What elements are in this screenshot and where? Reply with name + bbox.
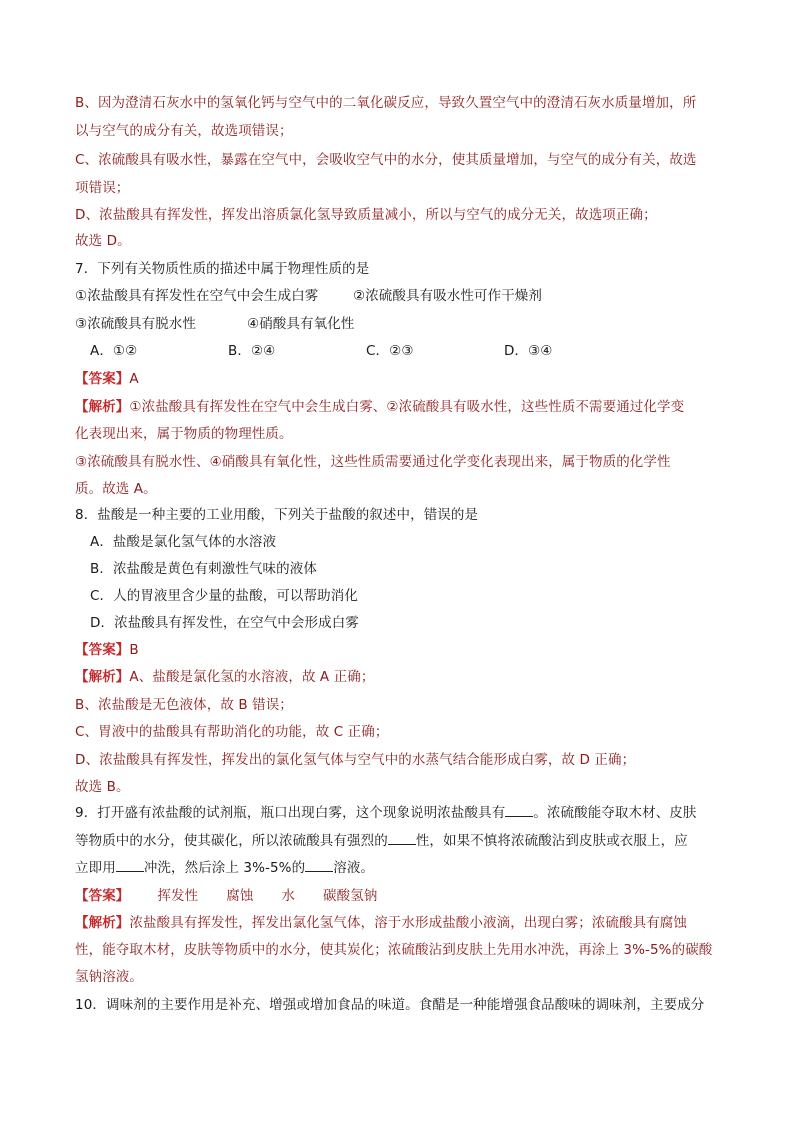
q9-line3 — [75, 858, 725, 878]
q9-explain-text1: 浓盐酸具有挥发性，挥发出氯化氢气体，溶于水形成盐酸小液滴，出现白雾；浓硫酸具有腐蚀 — [129, 915, 688, 931]
q7-item2: ②浓硫酸具有吸水性可作干燥剂 — [353, 288, 543, 304]
q8-explain-line1 — [75, 667, 725, 687]
q8-option-d: D．浓盐酸具有挥发性，在空气中会形成白雾 — [90, 615, 359, 631]
q9-answer-4: 碳酸氢钠 — [323, 888, 378, 904]
q7-explain-tag: 【解析】 — [75, 399, 130, 415]
q6-explain-b-line2: 以与空气的成分有关，故选项错误； — [75, 123, 293, 139]
q6-explain-d-line1: D、浓盐酸具有挥发性，挥发出溶质氯化氢导致质量减小，所以与空气的成分无关，故选项正确； — [75, 207, 657, 223]
q8-answer-value: B — [129, 642, 139, 658]
q8-option-c: C．人的胃液里含少量的盐酸，可以帮助消化 — [90, 588, 358, 604]
q7-items-row2 — [75, 314, 725, 334]
q7-option-a: A．①② — [90, 343, 138, 359]
q9-answer-2: 腐蚀 — [226, 888, 254, 904]
q7-explain-text1: ①浓盐酸具有挥发性在空气中会生成白雾、②浓硫酸具有吸水性，这些性质不需要通过化学变 — [129, 399, 685, 415]
q9-text-1b: 。浓硫酸能夺取木材、皮肤 — [533, 805, 697, 821]
q7-item3: ③浓硫酸具有脱水性 — [75, 316, 197, 332]
q9-blank-3 — [116, 859, 144, 872]
q9-explain-tag: 【解析】 — [75, 915, 130, 931]
q9-explain-line2: 性，能夺取木材，皮肤等物质中的水分，使其炭化；浓硫酸沾到皮肤上先用水冲洗，再涂上 3%-5%的碳酸 — [75, 942, 713, 958]
q9-text-2b: 性，如果不慎将浓硫酸沾到皮肤或衣服上，应 — [415, 833, 688, 849]
q7-answer-tag: 【答案】 — [75, 371, 130, 387]
q6-explain-c-line2: 项错误； — [75, 180, 130, 196]
q7-answer — [75, 369, 725, 389]
q9-blank-4 — [305, 859, 333, 872]
q9-text-1a: 9．打开盛有浓盐酸的试剂瓶，瓶口出现白雾，这个现象说明浓盐酸具有 — [75, 805, 506, 821]
q6-explain-b-line1: B、因为澄清石灰水中的氢氧化钙与空气中的二氧化碳反应，导致久置空气中的澄清石灰水质量增加，所 — [75, 95, 697, 111]
q9-text-3a: 立即用 — [75, 860, 116, 876]
q9-explain-line3: 氢钠溶液。 — [75, 969, 143, 985]
q9-blank-1 — [505, 804, 533, 817]
q8-explain-tag: 【解析】 — [75, 669, 130, 685]
q9-blank-2 — [388, 832, 416, 845]
q9-line2 — [75, 831, 725, 851]
q9-line1 — [75, 803, 725, 823]
q7-explain-line3: ③浓硫酸具有脱水性、④硝酸具有氧化性，这些性质需要通过化学变化表现出来，属于物质的化学性 — [75, 454, 671, 470]
q7-options — [90, 341, 740, 361]
q7-option-b: B．②④ — [228, 343, 276, 359]
q8-answer-tag: 【答案】 — [75, 642, 130, 658]
q8-option-a: A．盐酸是氯化氢气体的水溶液 — [90, 534, 277, 550]
q9-answer-tag: 【答案】 — [75, 888, 130, 904]
q10-stem: 10．调味剂的主要作用是补充、增强或增加食品的味道。食醋是一种能增强食品酸味的调味剂，主要成分 — [75, 997, 705, 1013]
q9-answer-1: 挥发性 — [157, 888, 199, 904]
q7-option-c: C．②③ — [366, 343, 414, 359]
q7-answer-value: A — [129, 371, 139, 387]
q7-item4: ④硝酸具有氧化性 — [247, 316, 355, 332]
q7-explain-line4: 质。故选 A。 — [75, 481, 157, 497]
q8-explain-line3: C、胃液中的盐酸具有帮助消化的功能，故 C 正确； — [75, 724, 389, 740]
q7-option-d: D．③④ — [504, 343, 553, 359]
q8-stem: 8．盐酸是一种主要的工业用酸，下列关于盐酸的叙述中，错误的是 — [75, 507, 479, 523]
q8-option-b: B．浓盐酸是黄色有刺激性气味的液体 — [90, 561, 317, 577]
q7-item1: ①浓盐酸具有挥发性在空气中会生成白雾 — [75, 288, 319, 304]
q6-final: 故选 D。 — [75, 233, 131, 249]
q7-explain-line1 — [75, 397, 725, 417]
q9-text-3c: 溶液。 — [333, 860, 375, 876]
q8-explain-line4: D、浓盐酸具有挥发性，挥发出的氯化氢气体与空气中的水蒸气结合能形成白雾，故 D 正确； — [75, 752, 636, 768]
q8-explain-line5: 故选 B。 — [75, 779, 130, 795]
q8-explain-line2: B、浓盐酸是无色液体，故 B 错误； — [75, 697, 293, 713]
q6-explain-c-line1: C、浓硫酸具有吸水性，暴露在空气中，会吸收空气中的水分，使其质量增加，与空气的成分有关，故选 — [75, 152, 697, 168]
q7-explain-line2: 化表现出来，属于物质的物理性质。 — [75, 426, 293, 442]
q9-explain-line1 — [75, 913, 725, 933]
q8-explain-text1: A、盐酸是氯化氢的水溶液，故 A 正确； — [129, 669, 375, 685]
q9-text-2a: 等物质中的水分，使其碳化，所以浓硫酸具有强烈的 — [75, 833, 388, 849]
q7-items-row1 — [75, 286, 725, 306]
q9-answer-3: 水 — [281, 888, 296, 904]
q7-stem: 7．下列有关物质性质的描述中属于物理性质的是 — [75, 261, 370, 277]
q8-answer — [75, 640, 725, 660]
q9-answer — [75, 886, 725, 906]
q9-text-3b: 冲洗，然后涂上 3%-5%的 — [143, 860, 306, 876]
